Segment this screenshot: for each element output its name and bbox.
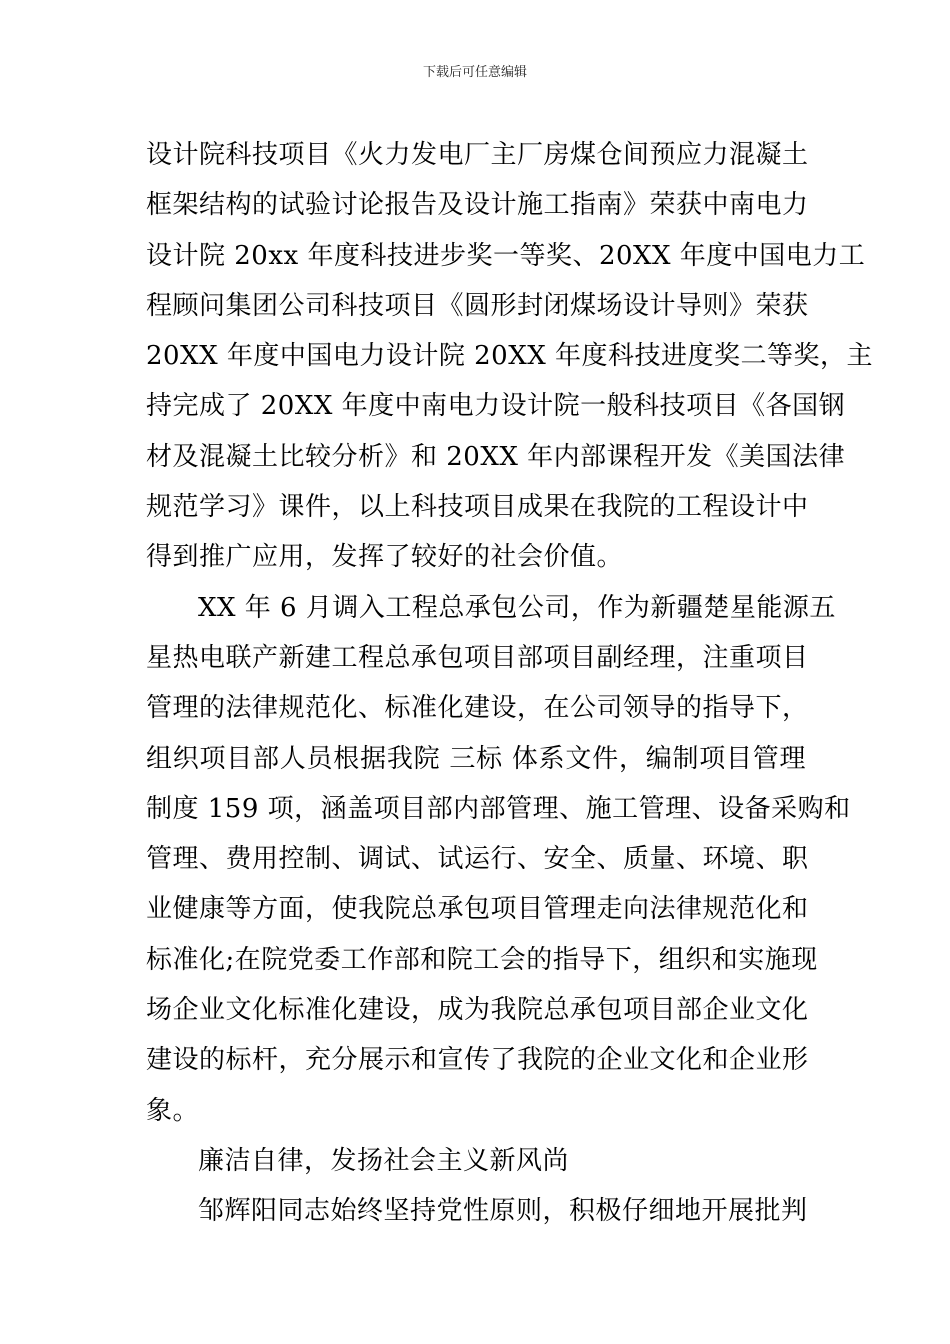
- text-line: XX 年 6 月调入工程总承包公司，作为新疆楚星能源五: [198, 592, 836, 623]
- text-line: 设计院 20xx 年度科技进步奖一等奖、20XX 年度中国电力工: [146, 240, 866, 271]
- text-line: 得到推广应用，发挥了较好的社会价值。: [146, 542, 624, 573]
- text-line: 框架结构的试验讨论报告及设计施工指南》荣获中南电力: [146, 190, 809, 221]
- text-line: 程顾问集团公司科技项目《圆形封闭煤场设计导则》荣获: [146, 290, 809, 321]
- document-body: [146, 130, 874, 1237]
- text-line: 组织项目部人员根据我院 三标 体系文件，编制项目管理: [146, 743, 806, 774]
- text-line: 材及混凝土比较分析》和 20XX 年内部课程开发《美国法律: [146, 441, 846, 472]
- text-line: 业健康等方面，使我院总承包项目管理走向法律规范化和: [146, 894, 809, 925]
- text-line: 建设的标杆，充分展示和宣传了我院的企业文化和企业形: [146, 1045, 809, 1076]
- text-line: 设计院科技项目《火力发电厂主厂房煤仓间预应力混凝土: [146, 140, 809, 170]
- text-line: 管理的法律规范化、标准化建设，在公司领导的指导下，: [146, 693, 809, 724]
- text-line: 标准化;在院党委工作部和院工会的指导下，组织和实施现: [146, 944, 818, 975]
- text-line: 20XX 年度中国电力设计院 20XX 年度科技进度奖二等奖，主: [146, 341, 874, 372]
- text-line: 持完成了 20XX 年度中南电力设计院一般科技项目《各国钢: [146, 391, 846, 422]
- text-line: 制度 159 项，涵盖项目部内部管理、施工管理、设备采购和: [146, 793, 851, 824]
- page-header: 下载后可任意编辑: [422, 65, 527, 80]
- text-line: 管理、费用控制、调试、试运行、安全、质量、环境、职: [146, 844, 809, 875]
- text-line: 廉洁自律，发扬社会主义新风尚: [198, 1145, 570, 1176]
- text-line: 象。: [146, 1095, 200, 1126]
- text-line: 场企业文化标准化建设，成为我院总承包项目部企业文化: [146, 995, 809, 1026]
- text-line: 星热电联产新建工程总承包项目部项目副经理，注重项目: [146, 642, 809, 673]
- text-line: 邹辉阳同志始终坚持党性原则，积极仔细地开展批判: [198, 1196, 808, 1227]
- text-line: 规范学习》课件，以上科技项目成果在我院的工程设计中: [146, 492, 809, 523]
